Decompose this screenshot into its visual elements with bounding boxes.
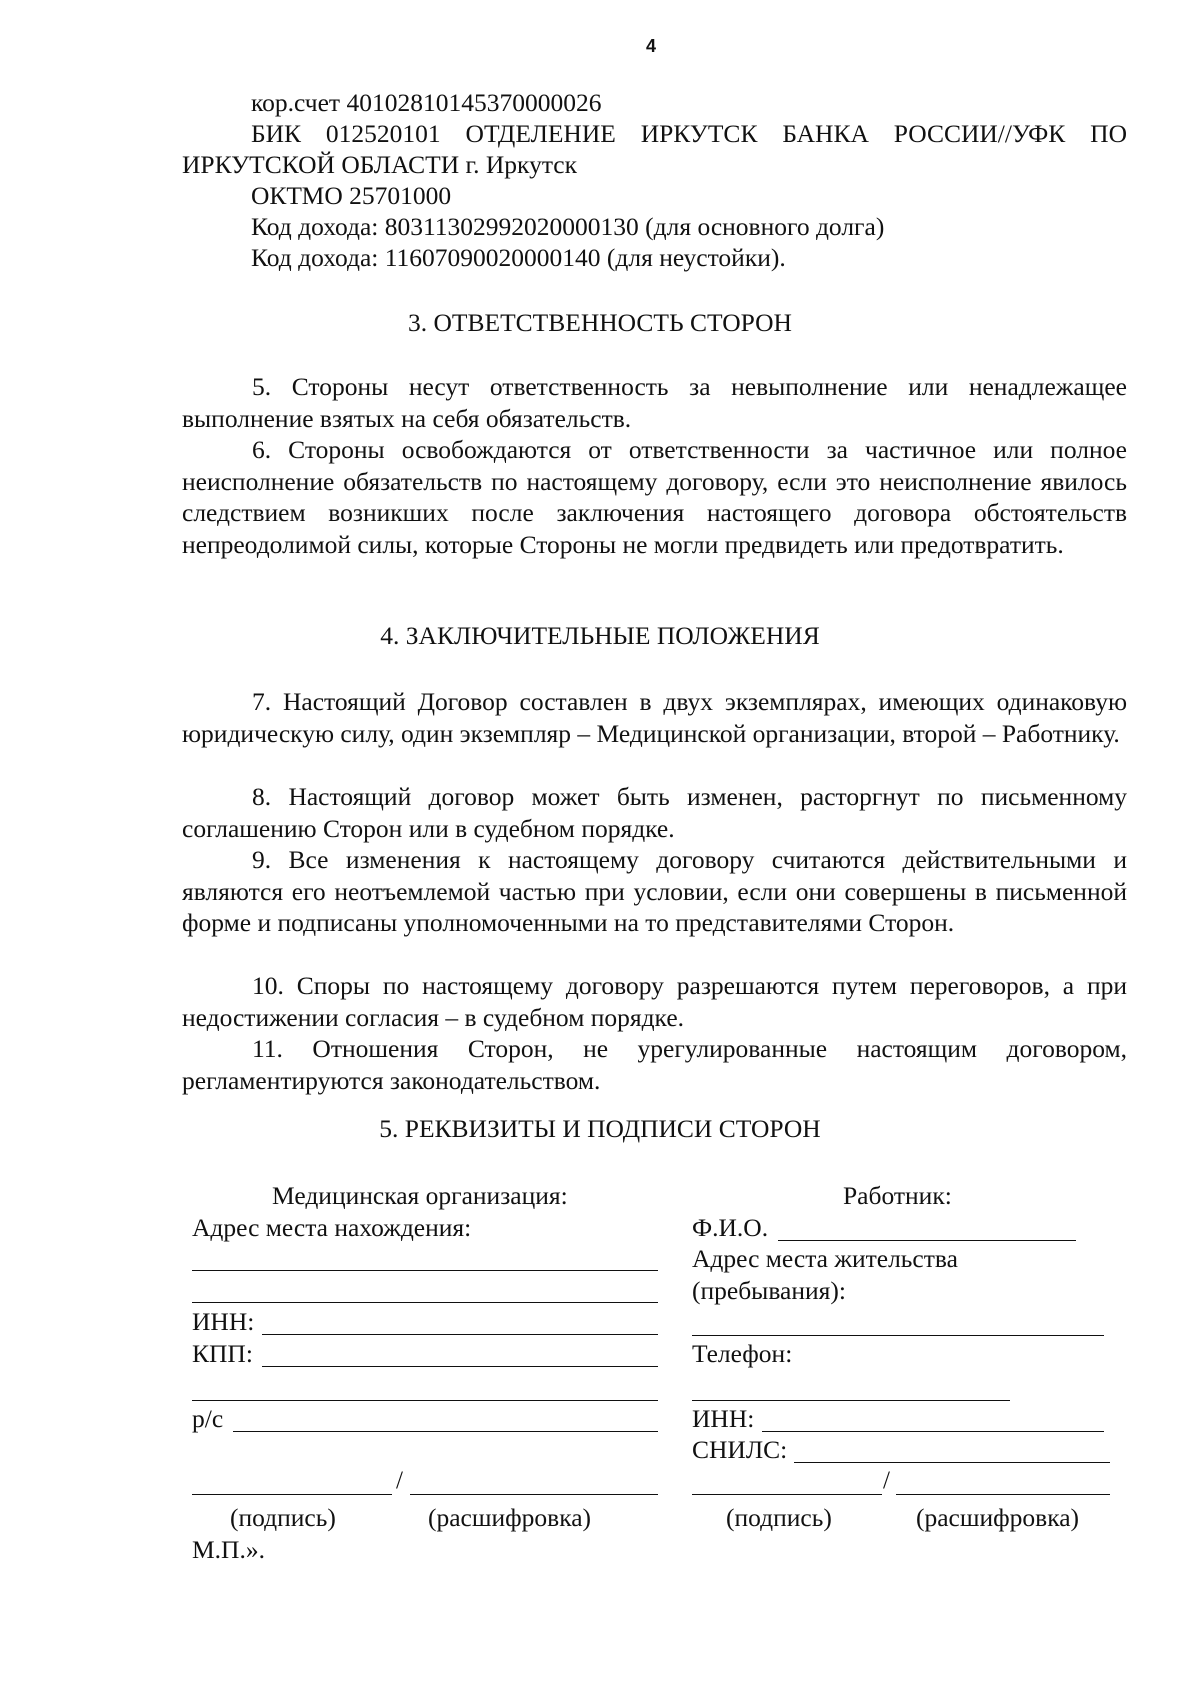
section-4-title: 4. ЗАКЛЮЧИТЕЛЬНЫЕ ПОЛОЖЕНИЯ [380, 621, 820, 650]
employee-address-label-2: (пребывания): [692, 1276, 846, 1305]
employee-signature-line [692, 1494, 882, 1495]
oktmo: ОКТМО 25701000 [251, 181, 452, 210]
employee-heading: Работник: [843, 1181, 952, 1210]
snils-line [794, 1462, 1110, 1463]
employee-address-label-1: Адрес места жительства [692, 1244, 958, 1273]
kod-dohoda-2: Код дохода: 11607090020000140 (для неустойки). [251, 243, 786, 272]
employee-sign-label: (подпись) [726, 1503, 832, 1532]
bik-line-2: ИРКУТСКОЙ ОБЛАСТИ г. Иркутск [182, 150, 577, 179]
kod-dohoda-1: Код дохода: 80311302992020000130 (для основного долга) [251, 212, 885, 241]
paragraph-6: 6. Стороны освобождаются от ответственности за частичное или полное неисполнение обязательств по настоящему договору, если это неисполнение явилось следствием возникших после заключения настоящего договора обстоятельств непреодолимой силы, которые Стороны не могли предвидеть или предотвратить. [182, 435, 1127, 559]
rs-line [233, 1431, 658, 1432]
employee-snils-label: СНИЛС: [692, 1435, 788, 1464]
employee-decode-line [896, 1494, 1110, 1495]
kpp-line [262, 1366, 658, 1367]
employee-fio-label: Ф.И.О. [692, 1213, 769, 1242]
page-number: 4 [646, 36, 657, 56]
employee-inn-line [762, 1431, 1104, 1432]
inn-line [262, 1334, 658, 1335]
kor-schet: кор.счет 40102810145370000026 [251, 88, 602, 117]
signature-line [192, 1494, 392, 1495]
paragraph-8: 8. Настоящий договор может быть изменен, расторгнут по письменному соглашению Сторон или в судебном порядке. [182, 782, 1127, 843]
address-line-2 [192, 1302, 658, 1303]
paragraph-5: 5. Стороны несут ответственность за невыполнение или ненадлежащее выполнение взятых на себя обязательств. [182, 372, 1127, 433]
med-org-sign-label: (подпись) [230, 1503, 336, 1532]
employee-signature-slash: / [883, 1467, 890, 1494]
med-org-rs-label: р/с [192, 1404, 224, 1433]
paragraph-7: 7. Настоящий Договор составлен в двух экземплярах, имеющих одинаковую юридическую силу, один экземпляр – Медицинской организации, второй – Работнику. [182, 687, 1127, 748]
address-line [692, 1335, 1104, 1336]
med-org-heading: Медицинская организация: [272, 1181, 568, 1210]
bik-line-1: БИК 012520101 ОТДЕЛЕНИЕ ИРКУТСК БАНКА РОССИИ//УФК ПО [251, 119, 1127, 148]
med-org-decode-label: (расшифровка) [428, 1503, 592, 1532]
decode-line [410, 1494, 658, 1495]
stamp-mark: М.П.». [192, 1535, 265, 1564]
med-org-address-label: Адрес места нахождения: [192, 1213, 472, 1242]
employee-phone-label: Телефон: [692, 1339, 793, 1368]
extra-line [192, 1400, 658, 1401]
fio-line [778, 1240, 1076, 1241]
med-org-inn-label: ИНН: [192, 1307, 255, 1336]
section-3-title: 3. ОТВЕТСТВЕННОСТЬ СТОРОН [408, 308, 792, 337]
section-5-title: 5. РЕКВИЗИТЫ И ПОДПИСИ СТОРОН [379, 1114, 821, 1143]
paragraph-11: 11. Отношения Сторон, не урегулированные настоящим договором, регламентируются законодательством. [182, 1034, 1127, 1095]
address-line-1 [192, 1270, 658, 1271]
employee-inn-label: ИНН: [692, 1404, 755, 1433]
paragraph-10: 10. Споры по настоящему договору разрешаются путем переговоров, а при недостижении согласия – в судебном порядке. [182, 971, 1127, 1032]
phone-line [692, 1400, 1010, 1401]
signature-slash: / [396, 1467, 403, 1494]
paragraph-9: 9. Все изменения к настоящему договору считаются действительными и являются его неотъемлемой частью при условии, если они совершены в письменной форме и подписаны уполномоченными на то представителями Сторон. [182, 845, 1127, 937]
med-org-kpp-label: КПП: [192, 1339, 253, 1368]
employee-decode-label: (расшифровка) [916, 1503, 1080, 1532]
